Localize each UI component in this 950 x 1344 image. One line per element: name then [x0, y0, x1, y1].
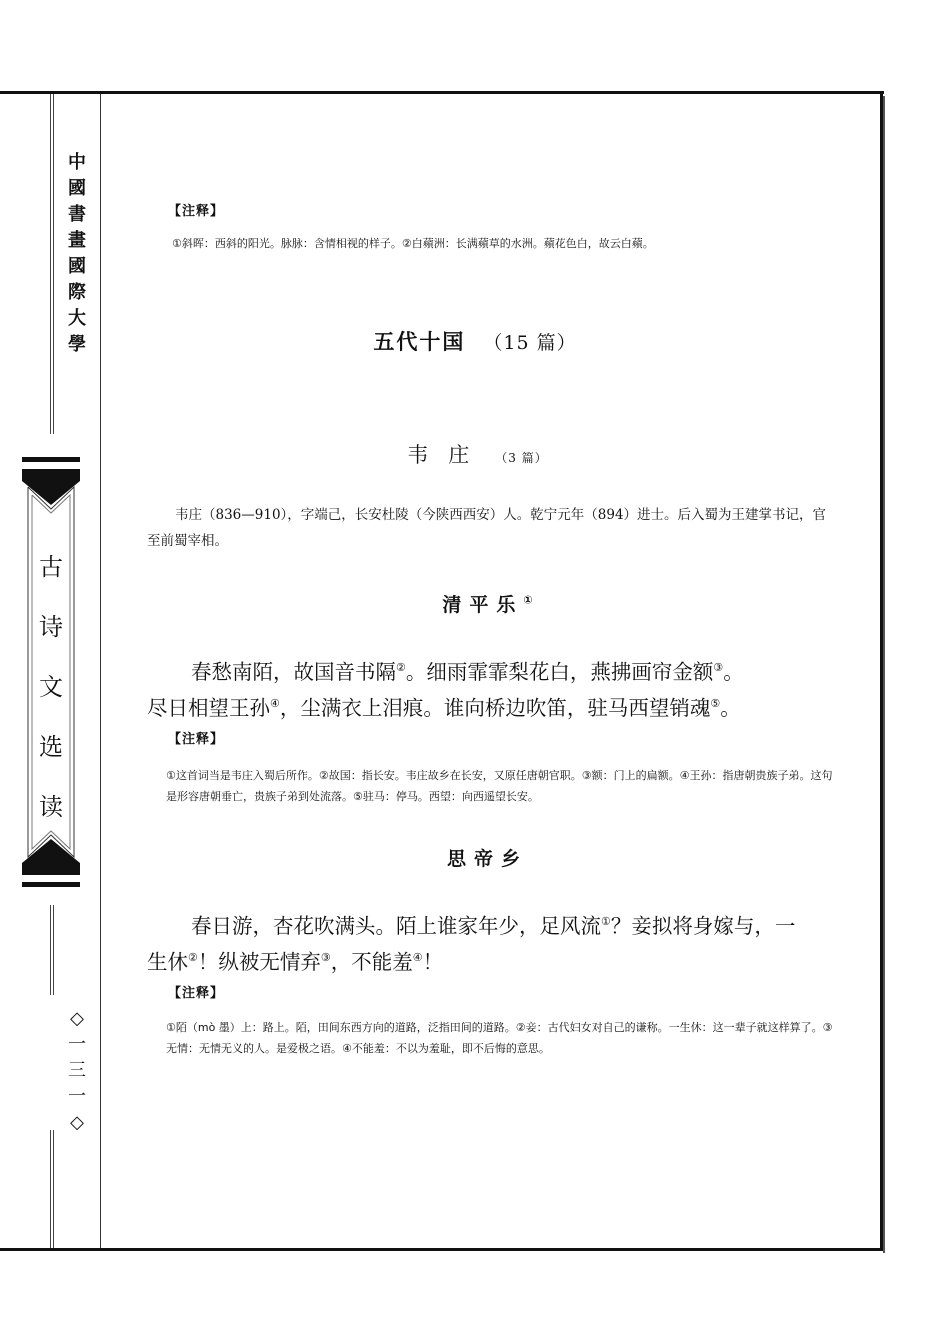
footnote-mark: ② [396, 661, 406, 674]
page-number-char: ◇ [70, 1008, 84, 1029]
page-number-char: 一 [68, 1034, 86, 1055]
book-title-char: 选 [39, 733, 63, 761]
book-title-char: 文 [39, 673, 63, 701]
poem-line [147, 688, 837, 724]
poem-text: ，尘满衣上泪痕。谁向桥边吹笛，驻马西望销魂 [279, 695, 711, 720]
poem-text: 。细雨霏霏梨花白，燕拂画帘金额 [405, 659, 714, 684]
author-bio: 韦庄（836—910），字端己，长安杜陵（今陕西西安）人。乾宁元年（894）进士。后入蜀为王建掌书记，官至前蜀宰相。 [147, 507, 827, 549]
section-title-text: 五代十国 [373, 330, 466, 354]
poem-text: ，不能羞 [330, 949, 413, 974]
book-title-char: 诗 [39, 613, 63, 641]
section-count: （15 篇） [483, 332, 577, 354]
poem-text: 。 [723, 659, 744, 684]
poem-line [147, 906, 837, 942]
poem-text: 春愁南陌，故国音书隔 [191, 659, 396, 684]
poem-text: 尽日相望王孙 [147, 695, 270, 720]
section-title [0, 326, 950, 356]
series-title-char: 國 [68, 178, 86, 199]
footnote-mark: ⑤ [710, 696, 721, 710]
series-title-char: 畫 [68, 230, 86, 251]
footnote-mark: ③ [713, 661, 724, 674]
footnote-mark: ③ [320, 950, 331, 964]
poem2-note-heading: 【注释】 [168, 986, 225, 1001]
poem-text: 春日游，杏花吹满头。陌上谁家年少，足风流 [191, 913, 601, 938]
page-number-char: 三 [68, 1060, 86, 1081]
book-title-char: 读 [39, 793, 63, 821]
author-heading [0, 439, 950, 469]
poem-text: ！纵被无情弃 [197, 949, 321, 974]
poem-title-text: 清平乐 [442, 594, 524, 616]
poem1-note-text: ①这首词当是韦庄入蜀后所作。②故国：指长安。韦庄故乡在长安，又原任唐朝官职。③额：门上的扁额。④王孙：指唐朝贵族子弟。这句是形容唐朝垂亡，贵族子弟到处流落。⑤驻马：停马。西望：向西遥望长安。 [166, 769, 833, 803]
footnote-mark: ② [188, 950, 198, 964]
footnote-mark: ④ [412, 950, 423, 964]
poem2-note-text: ①陌（mò 墨）上：路上。陌，田间东西方向的道路，泛指田间的道路。②妾：古代妇女对自己的谦称。一生休：这一辈子就这样算了。③无情：无情无义的人。是爱极之语。④不能羞：不以为羞耻，即不后悔的意思。 [166, 1021, 833, 1055]
footnote-mark: ① [601, 915, 611, 928]
poem-text: ？妾拟将身嫁与，一 [610, 913, 796, 938]
poem-title-sidixiang [0, 844, 950, 871]
poem-line [147, 942, 837, 978]
series-title-char: 學 [68, 334, 86, 355]
series-title-char: 國 [68, 256, 86, 277]
series-title-char: 書 [68, 204, 86, 225]
page-number-char: ◇ [70, 1112, 84, 1133]
poem-text: 。 [720, 695, 741, 720]
poem1-note-heading: 【注释】 [168, 732, 225, 747]
poem-body-sidixiang [147, 906, 837, 978]
top-note-text: ①斜晖：西斜的阳光。脉脉：含情相视的样子。②白蘋洲：长满蘋草的水洲。蘋花色白，故云白蘋。 [172, 237, 654, 250]
poem-body-qingpingle [147, 652, 837, 724]
author-count: （3 篇） [495, 451, 548, 465]
series-title-char: 中 [68, 152, 86, 173]
poem-title-qingpingle [0, 590, 950, 617]
top-note-heading: 【注释】 [168, 204, 225, 219]
footnote-mark: ① [523, 593, 533, 607]
footnote-mark: ④ [270, 696, 280, 710]
page-number-char: 一 [68, 1086, 86, 1107]
book-title-char: 古 [39, 553, 63, 581]
poem-title-text: 思帝乡 [446, 848, 528, 870]
poem-line [147, 652, 837, 688]
author-name: 韦庄 [407, 443, 490, 467]
poem-text: ！ [422, 949, 444, 974]
poem-text: 生休 [147, 949, 188, 974]
series-title-char: 大 [68, 308, 86, 329]
series-title-char: 際 [68, 282, 86, 303]
